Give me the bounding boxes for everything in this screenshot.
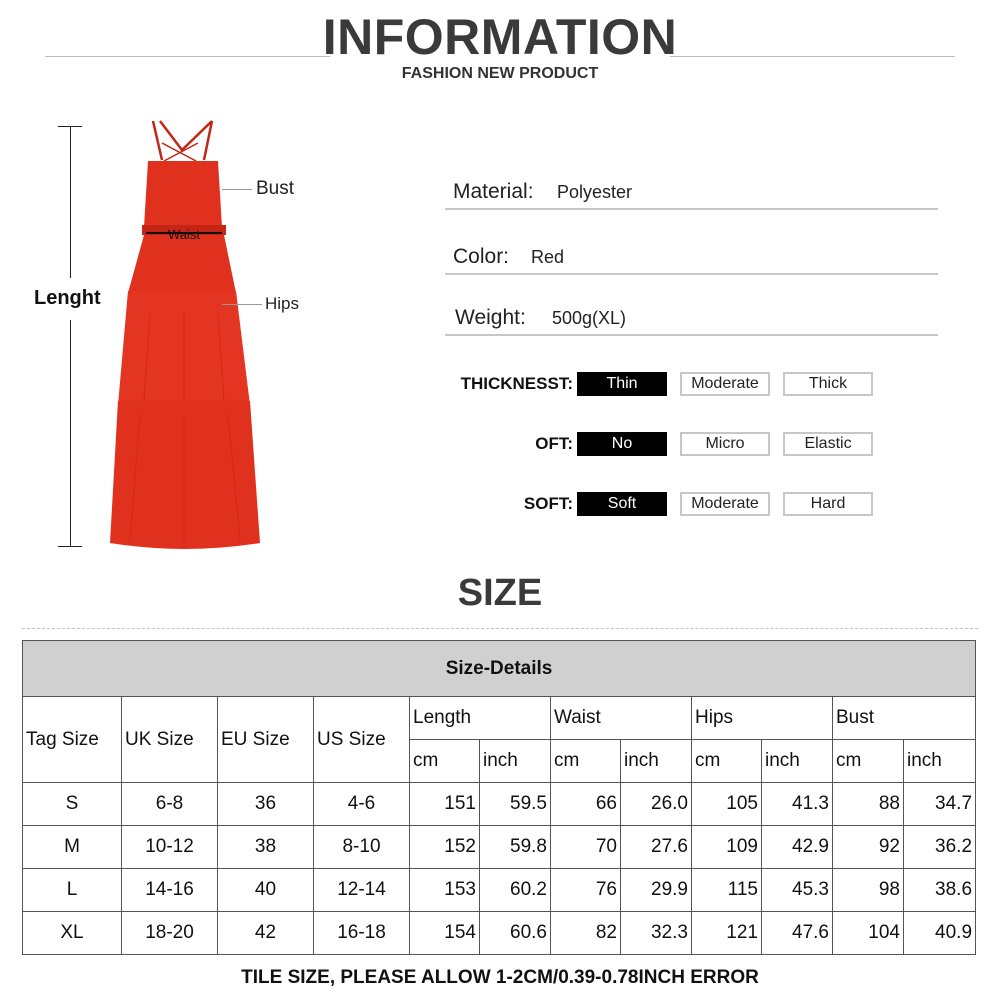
weight-row bbox=[445, 304, 938, 336]
cell-waist-cm: 76 bbox=[551, 869, 621, 912]
table-row bbox=[23, 826, 976, 869]
table-caption: Size-Details bbox=[23, 641, 976, 697]
soft-option-soft[interactable]: Soft bbox=[577, 492, 667, 516]
cell-waist-inch: 26.0 bbox=[621, 783, 692, 826]
cell-bust-inch: 34.7 bbox=[904, 783, 976, 826]
hips-pointer-line bbox=[222, 304, 262, 305]
size-divider bbox=[22, 628, 978, 629]
header-hips-cm: cm bbox=[692, 740, 762, 783]
color-key: Color: bbox=[453, 245, 510, 268]
header-eu-size: EU Size bbox=[218, 697, 314, 783]
cell-hips-inch: 47.6 bbox=[762, 912, 833, 955]
cell-bust-inch: 36.2 bbox=[904, 826, 976, 869]
thickness-option-thin[interactable]: Thin bbox=[577, 372, 667, 396]
size-error-note: TILE SIZE, PLEASE ALLOW 1-2CM/0.39-0.78INCH ERROR bbox=[241, 967, 759, 988]
length-label: Lenght bbox=[34, 287, 101, 309]
thickness-label: THICKNESST: bbox=[460, 374, 573, 393]
soft-label: SOFT: bbox=[523, 494, 573, 513]
cell-hips-cm: 109 bbox=[692, 826, 762, 869]
oft-option-no[interactable]: No bbox=[577, 432, 667, 456]
bust-pointer-line bbox=[222, 189, 252, 190]
cell-hips-cm: 121 bbox=[692, 912, 762, 955]
length-line-top bbox=[70, 126, 71, 278]
thickness-option-thick[interactable]: Thick bbox=[783, 372, 873, 396]
header-bust-cm: cm bbox=[833, 740, 904, 783]
cell-uk: 10-12 bbox=[122, 826, 218, 869]
cell-hips-inch: 45.3 bbox=[762, 869, 833, 912]
cell-tag: S bbox=[23, 783, 122, 826]
cell-hips-inch: 41.3 bbox=[762, 783, 833, 826]
cell-waist-inch: 29.9 bbox=[621, 869, 692, 912]
header-uk-size: UK Size bbox=[122, 697, 218, 783]
header-us-size: US Size bbox=[314, 697, 410, 783]
cell-length-inch: 59.8 bbox=[480, 826, 551, 869]
material-key: Material: bbox=[453, 180, 534, 203]
cell-us: 4-6 bbox=[314, 783, 410, 826]
cell-length-cm: 151 bbox=[410, 783, 480, 826]
weight-value: 500g(XL) bbox=[552, 308, 627, 328]
soft-option-hard[interactable]: Hard bbox=[783, 492, 873, 516]
material-row bbox=[445, 178, 938, 210]
bust-label: Bust bbox=[256, 178, 295, 199]
header-tag-size: Tag Size bbox=[23, 697, 122, 783]
cell-eu: 40 bbox=[218, 869, 314, 912]
cell-bust-cm: 92 bbox=[833, 826, 904, 869]
header-waist-inch: inch bbox=[621, 740, 692, 783]
oft-option-micro[interactable]: Micro bbox=[680, 432, 770, 456]
cell-tag: XL bbox=[23, 912, 122, 955]
cell-bust-cm: 98 bbox=[833, 869, 904, 912]
cell-uk: 14-16 bbox=[122, 869, 218, 912]
table-row bbox=[23, 869, 976, 912]
weight-key: Weight: bbox=[455, 306, 526, 329]
length-bottom-cap bbox=[58, 546, 82, 547]
color-value: Red bbox=[531, 247, 565, 267]
header-bust: Bust bbox=[833, 697, 976, 740]
cell-tag: M bbox=[23, 826, 122, 869]
length-line-bottom bbox=[70, 320, 71, 546]
header-bust-inch: inch bbox=[904, 740, 976, 783]
cell-waist-cm: 82 bbox=[551, 912, 621, 955]
cell-eu: 36 bbox=[218, 783, 314, 826]
cell-bust-inch: 40.9 bbox=[904, 912, 976, 955]
cell-uk: 6-8 bbox=[122, 783, 218, 826]
cell-hips-inch: 42.9 bbox=[762, 826, 833, 869]
table-row bbox=[23, 912, 976, 955]
cell-length-cm: 154 bbox=[410, 912, 480, 955]
cell-bust-cm: 88 bbox=[833, 783, 904, 826]
size-table bbox=[22, 640, 976, 955]
cell-waist-cm: 66 bbox=[551, 783, 621, 826]
thickness-option-moderate[interactable]: Moderate bbox=[680, 372, 770, 396]
dress-illustration bbox=[100, 115, 270, 560]
header-length-cm: cm bbox=[410, 740, 480, 783]
cell-hips-cm: 105 bbox=[692, 783, 762, 826]
header-length: Length bbox=[410, 697, 551, 740]
size-title: SIZE bbox=[457, 572, 543, 614]
hips-label: Hips bbox=[265, 294, 300, 313]
color-row bbox=[445, 243, 938, 275]
cell-length-inch: 60.6 bbox=[480, 912, 551, 955]
page-title: INFORMATION bbox=[322, 9, 678, 65]
cell-length-cm: 152 bbox=[410, 826, 480, 869]
waist-label: Waist bbox=[168, 227, 201, 242]
cell-waist-cm: 70 bbox=[551, 826, 621, 869]
oft-label: OFT: bbox=[535, 434, 573, 453]
cell-tag: L bbox=[23, 869, 122, 912]
material-value: Polyester bbox=[557, 182, 633, 202]
header-length-inch: inch bbox=[480, 740, 551, 783]
cell-length-inch: 59.5 bbox=[480, 783, 551, 826]
cell-eu: 42 bbox=[218, 912, 314, 955]
cell-uk: 18-20 bbox=[122, 912, 218, 955]
cell-bust-cm: 104 bbox=[833, 912, 904, 955]
header-waist: Waist bbox=[551, 697, 692, 740]
header-hips-inch: inch bbox=[762, 740, 833, 783]
cell-us: 16-18 bbox=[314, 912, 410, 955]
cell-length-cm: 153 bbox=[410, 869, 480, 912]
cell-length-inch: 60.2 bbox=[480, 869, 551, 912]
cell-us: 12-14 bbox=[314, 869, 410, 912]
table-row bbox=[23, 783, 976, 826]
cell-us: 8-10 bbox=[314, 826, 410, 869]
cell-waist-inch: 27.6 bbox=[621, 826, 692, 869]
cell-hips-cm: 115 bbox=[692, 869, 762, 912]
cell-bust-inch: 38.6 bbox=[904, 869, 976, 912]
soft-option-moderate[interactable]: Moderate bbox=[680, 492, 770, 516]
page-subtitle: FASHION NEW PRODUCT bbox=[401, 65, 599, 82]
oft-option-elastic[interactable]: Elastic bbox=[783, 432, 873, 456]
cell-eu: 38 bbox=[218, 826, 314, 869]
header-waist-cm: cm bbox=[551, 740, 621, 783]
cell-waist-inch: 32.3 bbox=[621, 912, 692, 955]
header-hips: Hips bbox=[692, 697, 833, 740]
